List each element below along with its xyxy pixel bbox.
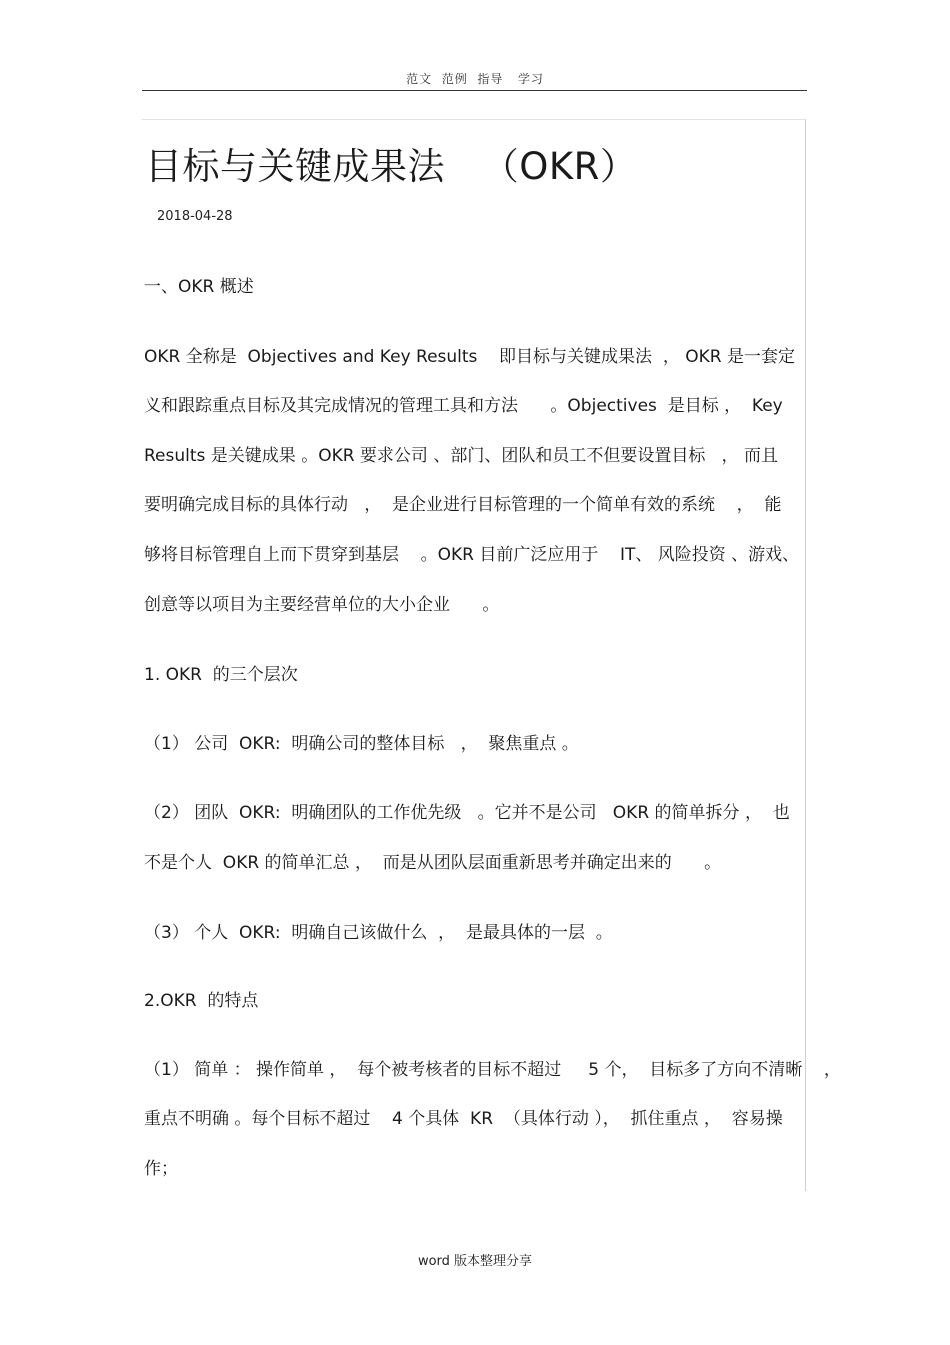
list-item-continued: 作； — [144, 1159, 178, 1179]
list-item: （3） 个人 OKR: 明确自己该做什么 ， 是最具体的一层 。 — [144, 923, 613, 943]
list-item: （1） 公司 OKR: 明确公司的整体目标 ， 聚焦重点 。 — [144, 734, 579, 754]
list-item: （2） 团队 OKR: 明确团队的工作优先级 。它并不是公司 OKR 的简单拆分 ， 也 — [144, 803, 790, 823]
document-title: 目标与关键成果法 （OKR） — [145, 145, 638, 188]
list-item: （1） 简单 ： 操作简单 ， 每个被考核者的目标不超过 5 个， 目标多了方向不清晰 ， — [144, 1060, 841, 1080]
paragraph-line: 要明确完成目标的具体行动 ， 是企业进行目标管理的一个简单有效的系统 ， 能 — [144, 495, 782, 515]
list-item-continued: 重点不明确 。每个目标不超过 4 个具体 KR （具体行动 ）， 抓住重点 ， 容易操 — [144, 1109, 783, 1129]
paragraph-line: 创意等以项目为主要经营单位的大小企业 。 — [144, 595, 500, 615]
document-date: 2018-04-28 — [157, 209, 233, 224]
section-heading-overview: 一、OKR 概述 — [144, 277, 254, 297]
subheading-levels: 1. OKR 的三个层次 — [144, 665, 298, 685]
page-header: 范文 范例 指导 学习 — [406, 72, 544, 86]
header-divider — [142, 90, 807, 91]
paragraph-line: 够将目标管理自上而下贯穿到基层 。OKR 目前广泛应用于 IT、 风险投资 、游戏、 — [144, 545, 800, 565]
subheading-features: 2.OKR 的特点 — [144, 991, 259, 1011]
paragraph-line: OKR 全称是 Objectives and Key Results 即目标与关键成果法 ， OKR 是一套定 — [144, 347, 795, 367]
paragraph-line: 义和跟踪重点目标及其完成情况的管理工具和方法 。Objectives 是目标 ， Key — [144, 396, 783, 416]
list-item-continued: 不是个人 OKR 的简单汇总 ， 而是从团队层面重新思考并确定出来的 。 — [144, 853, 722, 873]
paragraph-line: Results 是关键成果 。OKR 要求公司 、部门、团队和员工不但要设置目标 ， 而且 — [144, 446, 778, 466]
page-footer: word 版本整理分享 — [417, 1254, 533, 1269]
